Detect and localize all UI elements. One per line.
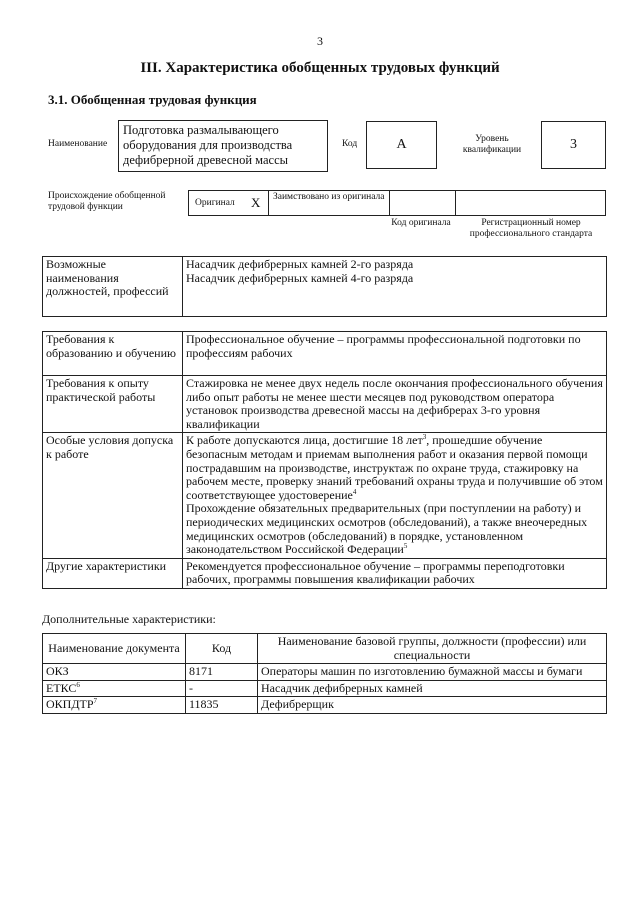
additional-title: Дополнительные характеристики: <box>42 612 216 626</box>
row-doc: ЕТКС$^6$ <box>43 680 186 697</box>
code-original-caption: Код оригинала <box>391 218 451 228</box>
subsection-title: 3.1. Обобщенная трудовая функция <box>48 92 257 107</box>
education-value: Профессиональное обучение – программы профессиональной подготовки по профессиям рабочих <box>183 332 607 376</box>
function-name-box <box>118 120 328 172</box>
table-row <box>43 664 607 681</box>
row-doc: ОКЗ <box>43 664 186 681</box>
row-name: Дефибрерщик <box>258 697 607 714</box>
conditions-paragraph-1: К работе допускаются лица, достигшие 18 лет$^3$, прошедшие обучение безопасным методам и приемам выполнения работ и оказания первой помощи пострадавшим на производстве, инструктаж по охране труда, стажировку на рабочем месте, проверку знаний требований охраны труда и получившие об этом соответствующее удостоверение$^4$ <box>186 433 603 502</box>
level-value: 3 <box>570 137 577 152</box>
table-row <box>43 697 607 714</box>
reg-number-caption: Регистрационный номер профессионального стандарта <box>469 218 593 239</box>
requirements-table <box>42 331 607 589</box>
footnote-mark: 3 <box>422 433 427 442</box>
education-label: Требования к образованию и обучению <box>43 332 183 376</box>
footnote-mark: 6 <box>76 680 80 689</box>
table-row <box>43 680 607 697</box>
row-code: 11835 <box>186 697 258 714</box>
conditions-value <box>183 433 607 558</box>
section-title: III. Характеристика обобщенных трудовых функций <box>140 60 500 76</box>
row-code: 8171 <box>186 664 258 681</box>
col-code-header: Код <box>186 634 258 664</box>
page-number: 3 <box>317 34 323 48</box>
conditions-label: Особые условия допуска к работе <box>43 433 183 558</box>
position-item: Насадчик дефибрерных камней 2-го разряда <box>186 257 414 271</box>
col-name-header: Наименование базовой группы, должности (профессии) или специальности <box>258 634 607 664</box>
positions-label: Возможные наименования должностей, профессий <box>43 257 183 317</box>
row-code: - <box>186 680 258 697</box>
row-name: Операторы машин по изготовлению бумажной массы и бумаги <box>258 664 607 681</box>
footnote-mark: 5 <box>403 542 408 551</box>
positions-values <box>183 257 607 317</box>
footnote-mark: 4 <box>352 487 357 496</box>
position-item: Насадчик дефибрерных камней 4-го разряда <box>186 270 414 285</box>
original-label: Оригинал <box>195 198 235 208</box>
footnote-mark: 7 <box>93 697 98 706</box>
original-mark: X <box>251 195 261 210</box>
positions-table <box>42 256 607 317</box>
row-name: Насадчик дефибрерных камней <box>258 680 607 697</box>
function-name-value: Подготовка размалывающего оборудования для производства дефибрерной древесной массы <box>123 123 293 167</box>
experience-label: Требования к опыту практической работы <box>43 376 183 433</box>
origin-label: Происхождение обобщенной трудовой функции <box>48 191 166 212</box>
conditions-paragraph-2: Прохождение обязательных предварительных (при поступлении на работу) и периодических медицинских осмотров (обследований), а также внеочередных медицинских осмотров (обследований) в порядке, установленном законодательством Российской Федерации$^5$ <box>186 501 588 557</box>
origin-box <box>188 190 606 216</box>
additional-table <box>42 633 607 714</box>
row-doc: ОКПДТР$^7$ <box>43 697 186 714</box>
other-value: Рекомендуется профессиональное обучение – программы переподготовки рабочих, программы повышения квалификации рабочих <box>183 558 607 588</box>
col-doc-header: Наименование документа <box>43 634 186 664</box>
code-value: А <box>396 137 407 152</box>
other-label: Другие характеристики <box>43 558 183 588</box>
level-label: Уровень квалификации <box>462 134 522 155</box>
code-label: Код <box>342 139 358 149</box>
borrowed-label: Заимствовано из оригинала <box>273 192 385 202</box>
experience-value: Стажировка не менее двух недель после окончания профессионального обучения либо опыт работы не менее шести месяцев под руководством оператора установок производства древесной массы на дефибрерах 3-го уровня квалификации <box>183 376 607 433</box>
level-value-box <box>541 121 606 169</box>
name-label: Наименование <box>48 139 108 149</box>
code-value-box <box>366 121 437 169</box>
